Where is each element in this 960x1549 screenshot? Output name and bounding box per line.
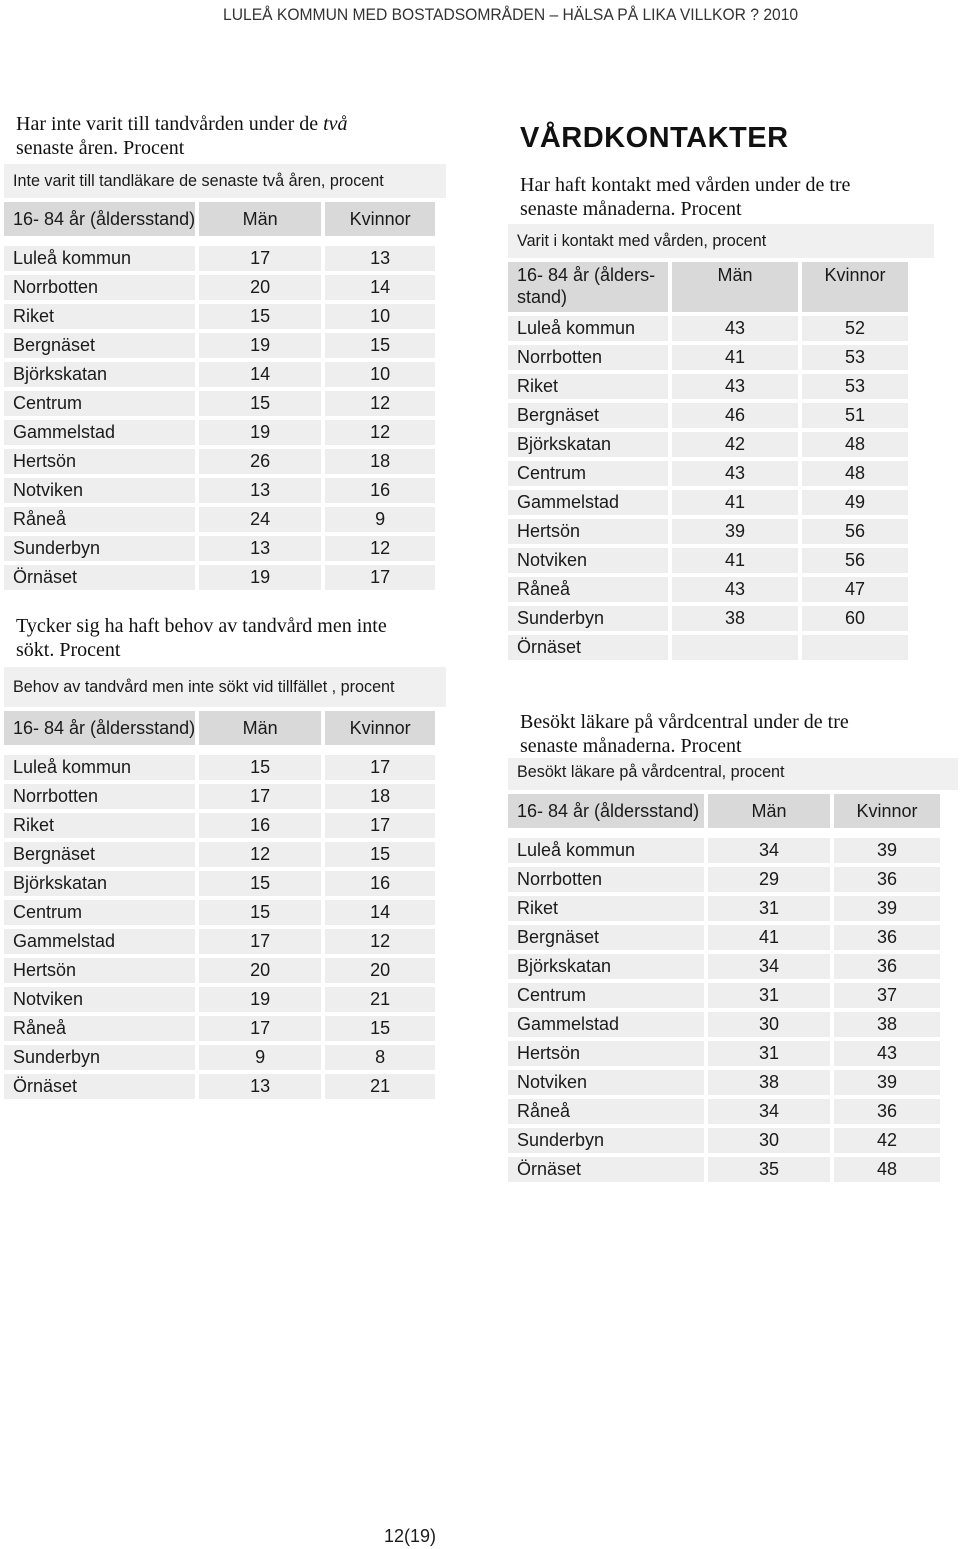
row-value: 38 [834,1012,940,1037]
row-value: 43 [672,316,798,341]
row-value: 48 [802,432,908,457]
row-value: 16 [199,813,321,838]
tandvard-title [16,112,446,160]
table-row [508,1099,940,1124]
row-label: Hertsön [508,519,668,544]
row-value: 39 [834,896,940,921]
row-value [802,635,908,660]
row-label: Centrum [4,900,195,925]
table-header-row [508,262,908,312]
row-value: 12 [325,929,435,954]
table-row [4,565,435,590]
row-label: Luleå kommun [508,838,704,863]
table-row [4,755,435,780]
row-value: 12 [325,536,435,561]
table-row [4,275,435,300]
row-label: Örnäset [4,1074,195,1099]
row-value: 15 [325,1016,435,1041]
row-value: 51 [802,403,908,428]
table-row [508,1128,940,1153]
row-label: Notviken [508,548,668,573]
table-row [508,983,940,1008]
section-title: VÅRDKONTAKTER [520,122,789,154]
lakare-title-line2: senaste månaderna. Procent [520,735,742,757]
row-value: 15 [199,871,321,896]
row-value: 15 [325,842,435,867]
row-value: 34 [708,954,830,979]
table-row [508,1157,940,1182]
row-value: 9 [325,507,435,532]
row-value: 43 [672,374,798,399]
row-label: Gammelstad [4,929,195,954]
row-value: 43 [672,461,798,486]
row-value: 36 [834,1099,940,1124]
row-value: 38 [672,606,798,631]
row-value: 16 [325,478,435,503]
row-value: 41 [708,925,830,950]
table-header-row [4,202,435,236]
lakare-rows [508,838,940,1182]
row-value: 24 [199,507,321,532]
table-row [4,449,435,474]
row-value: 34 [708,838,830,863]
table-row [4,246,435,271]
row-value: 39 [834,1070,940,1095]
row-value: 29 [708,867,830,892]
row-value: 17 [325,565,435,590]
row-value: 19 [199,987,321,1012]
row-label: Sunderbyn [508,1128,704,1153]
row-value: 60 [802,606,908,631]
behov-rows [4,755,435,1099]
column-header: 16- 84 år (åldersstand) [4,711,195,745]
row-value: 20 [325,958,435,983]
row-label: Sunderbyn [508,606,668,631]
row-label: Hertsön [4,449,195,474]
row-label: Sunderbyn [4,1045,195,1070]
row-value: 15 [199,900,321,925]
row-label: Gammelstad [4,420,195,445]
row-value: 38 [708,1070,830,1095]
column-header: Kvinnor [325,202,435,236]
table-row [4,900,435,925]
row-label: Luleå kommun [4,755,195,780]
lakare-caption: Besökt läkare på vårdcentral, procent [508,758,958,790]
row-label: Råneå [508,577,668,602]
tandvard-title-emph: två [323,113,348,135]
row-value: 53 [802,374,908,399]
kontakt-caption: Varit i kontakt med vården, procent [508,224,934,258]
row-value: 19 [199,333,321,358]
table-row [508,1012,940,1037]
row-value: 56 [802,548,908,573]
row-value: 48 [802,461,908,486]
table-row [4,478,435,503]
row-label: Luleå kommun [4,246,195,271]
table-row [508,867,940,892]
table-row [4,536,435,561]
table-row [508,519,908,544]
row-label: Råneå [508,1099,704,1124]
kontakt-table [504,258,912,664]
row-value: 41 [672,548,798,573]
row-label: Norrbotten [4,784,195,809]
page-header: LULEÅ KOMMUN MED BOSTADSOMRÅDEN – HÄLSA PÅ LIKA VILLKOR ? 2010 [222,5,798,24]
page-number: 12(19) [383,1526,437,1546]
column-header: 16- 84 år (åldersstand) [508,794,704,828]
table-row [508,432,908,457]
row-label: Riket [4,304,195,329]
row-value: 8 [325,1045,435,1070]
table-row [4,871,435,896]
row-label: Sunderbyn [4,536,195,561]
row-label: Riket [508,374,668,399]
row-label: Bergnäset [4,333,195,358]
lakare-title [520,710,950,758]
table-row [508,548,908,573]
table-row [508,490,908,515]
tandvard-rows [4,246,435,590]
table-row [508,925,940,950]
row-label: Hertsön [4,958,195,983]
table-row [4,507,435,532]
row-label: Centrum [508,983,704,1008]
column-header: Män [672,262,798,312]
row-value: 31 [708,896,830,921]
row-value: 18 [325,449,435,474]
row-label: Bergnäset [508,925,704,950]
row-value: 41 [672,345,798,370]
row-label: Björkskatan [4,871,195,896]
row-label: Björkskatan [4,362,195,387]
column-header: Män [708,794,830,828]
column-header: Kvinnor [834,794,940,828]
table-row [508,1070,940,1095]
row-value: 13 [325,246,435,271]
row-label: Örnäset [4,565,195,590]
row-label: Björkskatan [508,432,668,457]
row-value: 48 [834,1157,940,1182]
table-row [508,606,908,631]
row-value: 17 [199,929,321,954]
row-label: Riket [508,896,704,921]
row-value: 17 [325,813,435,838]
row-value: 12 [325,420,435,445]
row-value: 15 [325,333,435,358]
tandvard-title-line1: Har inte varit till tandvården under de [16,113,324,135]
row-label: Bergnäset [508,403,668,428]
table-row [4,929,435,954]
row-value: 39 [834,838,940,863]
right-column [517,122,950,1186]
row-value: 10 [325,304,435,329]
row-value: 52 [802,316,908,341]
table-row [508,403,908,428]
row-label: Gammelstad [508,1012,704,1037]
row-value: 41 [672,490,798,515]
table-row [4,1016,435,1041]
row-value: 20 [199,275,321,300]
table-row [4,333,435,358]
lakare-title-line1: Besökt läkare på vårdcentral under de tre [520,711,849,733]
table-row [508,954,940,979]
table-row [508,1041,940,1066]
behov-title [16,614,446,662]
table-header-row [508,794,940,828]
row-value [672,635,798,660]
row-value: 15 [199,304,321,329]
row-value: 13 [199,1074,321,1099]
row-label: Örnäset [508,1157,704,1182]
row-value: 53 [802,345,908,370]
row-label: Bergnäset [4,842,195,867]
row-value: 36 [834,925,940,950]
table-row [4,784,435,809]
table-row [508,635,908,660]
table-row [508,316,908,341]
row-value: 42 [672,432,798,457]
behov-title-line1: Tycker sig ha haft behov av tandvård men inte [16,615,387,637]
row-value: 17 [325,755,435,780]
table-row [4,1074,435,1099]
row-value: 46 [672,403,798,428]
column-header: Män [199,202,321,236]
row-value: 39 [672,519,798,544]
table-row [4,420,435,445]
row-value: 37 [834,983,940,1008]
table-row [4,304,435,329]
row-label: Norrbotten [508,867,704,892]
row-value: 13 [199,536,321,561]
row-label: Hertsön [508,1041,704,1066]
kontakt-rows [508,316,908,660]
row-value: 36 [834,867,940,892]
row-value: 18 [325,784,435,809]
table-row [4,813,435,838]
row-value: 26 [199,449,321,474]
left-column [13,112,446,1103]
row-value: 43 [672,577,798,602]
row-label: Centrum [4,391,195,416]
row-label: Råneå [4,507,195,532]
table-row [508,374,908,399]
column-header: Kvinnor [325,711,435,745]
table-row [508,896,940,921]
row-value: 19 [199,565,321,590]
row-value: 31 [708,1041,830,1066]
row-value: 43 [834,1041,940,1066]
row-label: Riket [4,813,195,838]
row-label: Norrbotten [4,275,195,300]
row-value: 49 [802,490,908,515]
behov-table [0,707,439,1103]
row-value: 14 [325,275,435,300]
row-value: 21 [325,987,435,1012]
row-label: Notviken [4,987,195,1012]
lakare-table [504,790,944,1186]
row-label: Luleå kommun [508,316,668,341]
kontakt-title-line1: Har haft kontakt med vården under de tre [520,174,851,196]
row-label: Notviken [508,1070,704,1095]
row-value: 10 [325,362,435,387]
table-row [4,958,435,983]
row-value: 17 [199,246,321,271]
table-row [4,987,435,1012]
row-value: 16 [325,871,435,896]
row-value: 14 [199,362,321,387]
row-value: 56 [802,519,908,544]
table-row [508,577,908,602]
row-value: 21 [325,1074,435,1099]
row-value: 17 [199,784,321,809]
tandvard-caption: Inte varit till tandläkare de senaste två åren, procent [4,164,446,198]
row-value: 30 [708,1128,830,1153]
table-row [4,1045,435,1070]
column-header: Män [199,711,321,745]
kontakt-title [520,173,950,221]
column-header: Kvinnor [802,262,908,312]
row-value: 31 [708,983,830,1008]
behov-title-line2: sökt. Procent [16,639,121,661]
table-row [4,391,435,416]
tandvard-title-line2: senaste åren. Procent [16,137,185,159]
column-header: 16- 84 år (åldersstand) [4,202,195,236]
row-value: 19 [199,420,321,445]
row-value: 17 [199,1016,321,1041]
row-value: 15 [199,755,321,780]
table-row [508,345,908,370]
row-label: Centrum [508,461,668,486]
table-row [508,461,908,486]
column-header: 16- 84 år (ålders- stand) [508,262,668,312]
tandvard-table [0,198,439,594]
row-label: Björkskatan [508,954,704,979]
row-value: 47 [802,577,908,602]
row-value: 14 [325,900,435,925]
row-value: 9 [199,1045,321,1070]
table-row [4,362,435,387]
table-row [4,842,435,867]
row-label: Gammelstad [508,490,668,515]
row-value: 12 [325,391,435,416]
row-value: 30 [708,1012,830,1037]
table-row [508,838,940,863]
row-value: 12 [199,842,321,867]
row-label: Norrbotten [508,345,668,370]
table-header-row [4,711,435,745]
row-label: Notviken [4,478,195,503]
row-value: 35 [708,1157,830,1182]
behov-caption: Behov av tandvård men inte sökt vid tillfället , procent [4,667,446,707]
row-value: 34 [708,1099,830,1124]
row-label: Örnäset [508,635,668,660]
row-label: Råneå [4,1016,195,1041]
row-value: 15 [199,391,321,416]
row-value: 13 [199,478,321,503]
row-value: 42 [834,1128,940,1153]
row-value: 20 [199,958,321,983]
row-value: 36 [834,954,940,979]
kontakt-title-line2: senaste månaderna. Procent [520,198,742,220]
